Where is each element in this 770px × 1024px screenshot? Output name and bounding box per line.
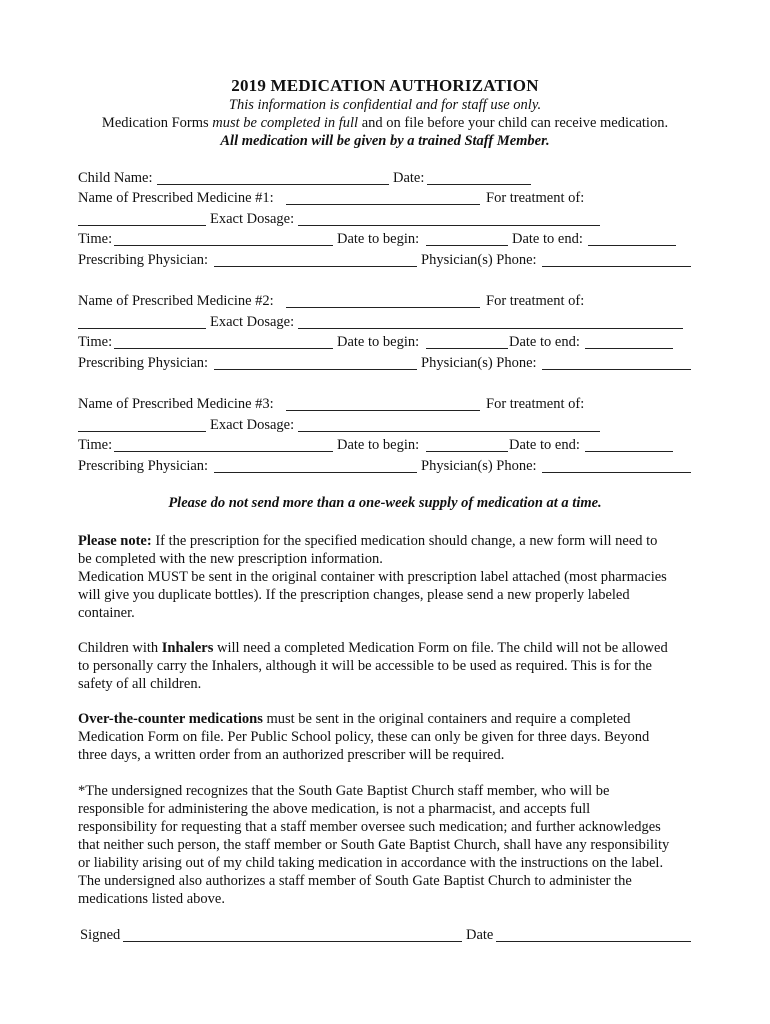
- dosage-3-row: [0, 415, 770, 435]
- please-note-line-1: Please note: If the prescription for the specified medication should change, a new form will need to: [78, 533, 658, 549]
- inhalers-line-1: Children with Inhalers will need a completed Medication Form on file. The child will not be allowed: [78, 640, 668, 656]
- time-1-label: Time:: [78, 231, 113, 247]
- time-2-row: [0, 332, 770, 352]
- physician-2-row: [0, 353, 770, 373]
- begin-2-field[interactable]: [426, 348, 508, 349]
- treatment-1-field[interactable]: [78, 225, 206, 226]
- form-title: 2019 MEDICATION AUTHORIZATION: [231, 76, 539, 95]
- staff-note: All medication will be given by a trained Staff Member.: [220, 133, 550, 149]
- time-1-row: [0, 229, 770, 249]
- signature-row: [0, 925, 770, 945]
- dosage-2-row: [0, 312, 770, 332]
- inhalers-paragraph: [78, 639, 698, 693]
- phone-2-field[interactable]: [542, 369, 691, 370]
- waiver-paragraph: [78, 782, 698, 908]
- begin-1-field[interactable]: [426, 245, 508, 246]
- otc-line-3: three days, a written order from an authorized prescriber will be required.: [78, 747, 505, 763]
- waiver-line-4: that neither such person, the staff member or South Gate Baptist Church, shall have any responsibility: [78, 837, 670, 853]
- otc-line-1: Over-the-counter medications must be sent in the original containers and require a completed: [78, 711, 631, 727]
- time-3-row: [0, 435, 770, 455]
- begin-3-label: Date to begin:: [337, 437, 420, 453]
- otc-line-2: Medication Form on file. Per Public School policy, these can only be given for three days. Beyond: [78, 729, 650, 745]
- end-2-label: Date to end:: [509, 334, 580, 350]
- dosage-1-field[interactable]: [298, 225, 600, 226]
- medicine-1-row: [0, 188, 770, 208]
- time-2-label: Time:: [78, 334, 113, 350]
- child-row: [0, 168, 770, 188]
- time-3-label: Time:: [78, 437, 113, 453]
- treatment-3-field[interactable]: [78, 431, 206, 432]
- please-note-paragraph: [78, 532, 698, 622]
- waiver-line-3: responsibility for requesting that a staff member oversee such medication; and further acknowledges: [78, 819, 661, 835]
- time-2-field[interactable]: [114, 348, 333, 349]
- medicine-2-field[interactable]: [286, 307, 480, 308]
- forms-requirement: Medication Forms must be completed in full and on file before your child can receive medication.: [101, 115, 669, 131]
- supply-notice: Please do not send more than a one-week supply of medication at a time.: [168, 495, 602, 511]
- physician-2-field[interactable]: [214, 369, 417, 370]
- dosage-1-row: [0, 209, 770, 229]
- medicine-3-label: Name of Prescribed Medicine #3:: [78, 396, 274, 412]
- end-2-field[interactable]: [585, 348, 673, 349]
- phone-1-label: Physician(s) Phone:: [421, 252, 537, 268]
- date-label: Date:: [393, 170, 425, 186]
- sign-date-label: Date: [466, 927, 494, 943]
- dosage-3-field[interactable]: [298, 431, 600, 432]
- phone-3-field[interactable]: [542, 472, 691, 473]
- end-3-field[interactable]: [585, 451, 673, 452]
- begin-3-field[interactable]: [426, 451, 508, 452]
- time-3-field[interactable]: [114, 451, 333, 452]
- dosage-2-field[interactable]: [298, 328, 683, 329]
- end-1-label: Date to end:: [512, 231, 583, 247]
- physician-2-label: Prescribing Physician:: [78, 355, 209, 371]
- treatment-2-label: For treatment of:: [486, 293, 585, 309]
- physician-1-label: Prescribing Physician:: [78, 252, 209, 268]
- treatment-3-label: For treatment of:: [486, 396, 585, 412]
- date-field[interactable]: [427, 184, 531, 185]
- inhalers-line-3: safety of all children.: [78, 676, 202, 692]
- dosage-2-label: Exact Dosage:: [210, 314, 295, 330]
- waiver-line-7: medications listed above.: [78, 891, 225, 907]
- signature-field[interactable]: [123, 941, 462, 942]
- treatment-1-label: For treatment of:: [486, 190, 585, 206]
- sign-date-field[interactable]: [496, 941, 691, 942]
- container-line-1: Medication MUST be sent in the original container with prescription label attached (most pharmacies: [78, 569, 667, 585]
- inhalers-line-2: to personally carry the Inhalers, although it will be accessible to be used as required. This is for the: [78, 658, 652, 674]
- signed-label: Signed: [80, 927, 121, 943]
- container-line-2: will give you duplicate bottles). If the prescription changes, please send a new properly labeled: [78, 587, 630, 603]
- dosage-1-label: Exact Dosage:: [210, 211, 295, 227]
- medicine-1-label: Name of Prescribed Medicine #1:: [78, 190, 274, 206]
- end-3-label: Date to end:: [509, 437, 580, 453]
- medicine-1-field[interactable]: [286, 204, 480, 205]
- physician-3-label: Prescribing Physician:: [78, 458, 209, 474]
- otc-paragraph: [78, 710, 698, 764]
- confidential-note: This information is confidential and for staff use only.: [228, 97, 542, 113]
- physician-3-field[interactable]: [214, 472, 417, 473]
- physician-1-row: [0, 250, 770, 270]
- waiver-line-2: responsible for administering the above medication, is not a pharmacist, and accepts full: [78, 801, 591, 817]
- child-name-field[interactable]: [157, 184, 389, 185]
- medicine-2-row: [0, 291, 770, 311]
- time-1-field[interactable]: [114, 245, 333, 246]
- child-name-label: Child Name:: [78, 170, 153, 186]
- waiver-line-6: The undersigned also authorizes a staff member of South Gate Baptist Church to administer the: [78, 873, 632, 889]
- waiver-line-5: or liability arising out of my child taking medication in accordance with the instructions on the label.: [78, 855, 664, 871]
- physician-3-row: [0, 456, 770, 476]
- phone-2-label: Physician(s) Phone:: [421, 355, 537, 371]
- end-1-field[interactable]: [588, 245, 676, 246]
- please-note-line-2: be completed with the new prescription information.: [78, 551, 383, 567]
- medicine-2-label: Name of Prescribed Medicine #2:: [78, 293, 274, 309]
- phone-1-field[interactable]: [542, 266, 691, 267]
- waiver-line-1: *The undersigned recognizes that the South Gate Baptist Church staff member, who will be: [78, 783, 610, 799]
- phone-3-label: Physician(s) Phone:: [421, 458, 537, 474]
- begin-2-label: Date to begin:: [337, 334, 420, 350]
- medicine-3-row: [0, 394, 770, 414]
- begin-1-label: Date to begin:: [337, 231, 420, 247]
- physician-1-field[interactable]: [214, 266, 417, 267]
- container-line-3: container.: [78, 605, 135, 621]
- dosage-3-label: Exact Dosage:: [210, 417, 295, 433]
- treatment-2-field[interactable]: [78, 328, 206, 329]
- medicine-3-field[interactable]: [286, 410, 480, 411]
